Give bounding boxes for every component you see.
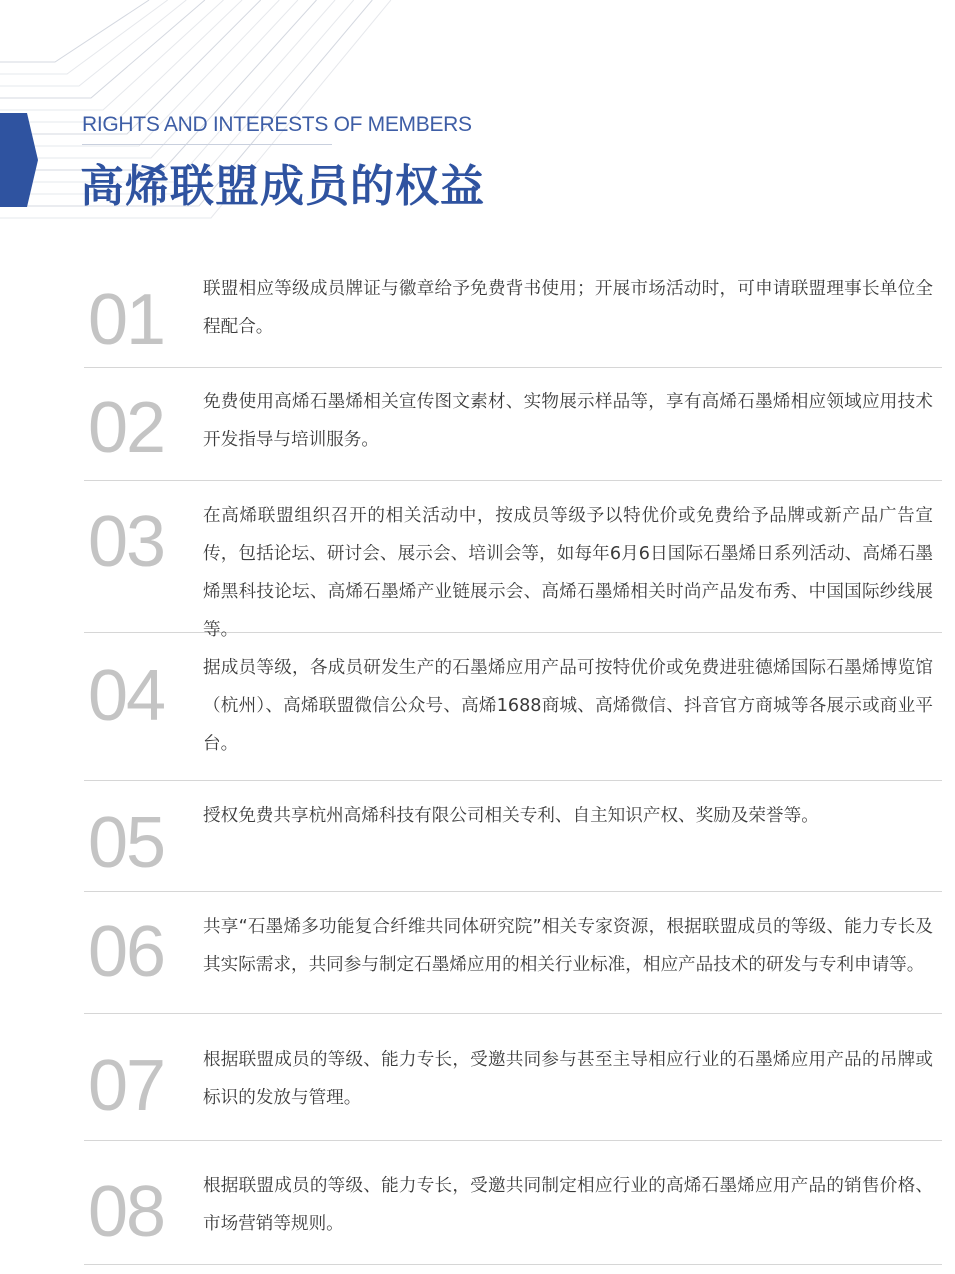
list-item xyxy=(84,892,942,1014)
section-subtitle-en: RIGHTS AND INTERESTS OF MEMBERS xyxy=(82,113,472,136)
list-item xyxy=(84,1141,942,1265)
item-text: 在高烯联盟组织召开的相关活动中，按成员等级予以特优价或免费给予品牌或新产品广告宣传，包括论坛、研讨会、展示会、培训会等，如每年6月6日国际石墨烯日系列活动、高烯石墨烯黑科技论坛、高烯石墨烯产业链展示会、高烯石墨烯相关时尚产品发布秀、中国国际纱线展等。 xyxy=(203,506,933,640)
list-item xyxy=(84,633,942,781)
list-item xyxy=(84,481,942,640)
item-text: 授权免费共享杭州高烯科技有限公司相关专利、自主知识产权、奖励及荣誉等。 xyxy=(203,806,819,826)
list-item xyxy=(84,367,942,481)
item-number: 01 xyxy=(88,280,165,360)
page-title: 高烯联盟成员的权益 xyxy=(80,161,485,212)
decorative-line xyxy=(0,0,205,98)
list-item xyxy=(84,260,942,368)
item-text: 根据联盟成员的等级、能力专长，受邀共同制定相应行业的高烯石墨烯应用产品的销售价格、市场营销等规则。 xyxy=(203,1176,933,1234)
item-text: 共享“石墨烯多功能复合纤维共同体研究院”相关专家资源，根据联盟成员的等级、能力专长及其实际需求，共同参与制定石墨烯应用的相关行业标准，相应产品技术的研发与专利申请等。 xyxy=(203,917,933,975)
list-item xyxy=(84,1014,942,1141)
list-item xyxy=(84,781,942,892)
item-text: 根据联盟成员的等级、能力专长，受邀共同参与甚至主导相应行业的石墨烯应用产品的吊牌或标识的发放与管理。 xyxy=(203,1050,933,1108)
item-number: 05 xyxy=(88,803,165,883)
item-number: 03 xyxy=(88,502,165,582)
item-number: 06 xyxy=(88,912,165,992)
item-text: 据成员等级，各成员研发生产的石墨烯应用产品可按特优价或免费进驻德烯国际石墨烯博览馆（杭州）、高烯联盟微信公众号、高烯1688商城、高烯微信、抖音官方商城等各展示或商业平台。 xyxy=(203,658,933,754)
item-number: 08 xyxy=(88,1172,165,1252)
item-number: 07 xyxy=(88,1046,165,1126)
item-number: 04 xyxy=(88,656,165,736)
decorative-line xyxy=(0,0,186,86)
decorative-line xyxy=(0,0,149,62)
subtitle-divider xyxy=(82,144,332,145)
item-number: 02 xyxy=(88,388,165,468)
item-text: 免费使用高烯石墨烯相关宣传图文素材、实物展示样品等，享有高烯石墨烯相应领域应用技术开发指导与培训服务。 xyxy=(203,392,933,450)
decorative-line xyxy=(0,0,168,74)
item-text: 联盟相应等级成员牌证与徽章给予免费背书使用；开展市场活动时，可申请联盟理事长单位全程配合。 xyxy=(203,279,933,337)
